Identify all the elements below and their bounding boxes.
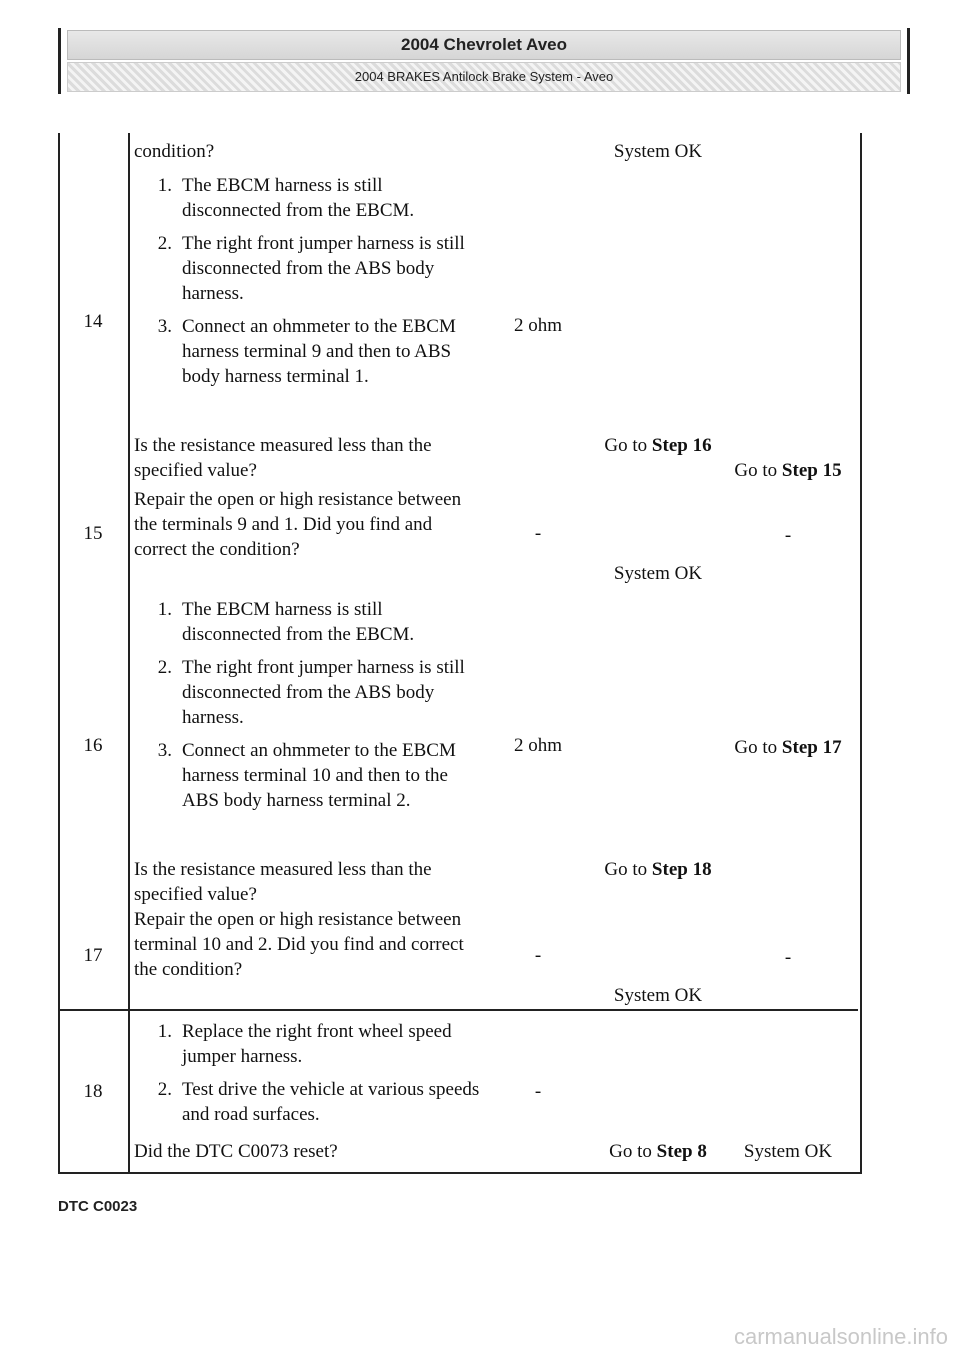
repair-text: Repair the open or high resistance between the terminals 9 and 1. Did you find and correct the condition? [134,489,462,560]
table-row-step-18 [58,1011,858,1172]
specified-value: 2 ohm [513,735,563,756]
list-item [144,1077,484,1127]
list-item [144,655,484,730]
yes-result: System OK [613,563,703,584]
list-item-text: The EBCM harness is still disconnected from the EBCM. [182,599,415,645]
yes-prefix: Go to [604,435,652,456]
list-item-text: Connect an ohmmeter to the EBCM harness terminal 10 and then to the ABS body harness terminal 2. [182,740,456,811]
yes-result [588,1139,728,1164]
list-item [144,1019,484,1069]
question-text: Did the DTC C0073 reset? [134,1141,338,1162]
list-item-number: 1. [157,1021,172,1042]
step-link[interactable]: Step 16 [651,435,712,456]
specified-value: - [534,945,542,966]
list-item-number: 3. [157,316,172,337]
question-text: Is the resistance measured less than the specified value? [134,435,432,481]
step-number: 17 [83,945,103,966]
list-item-text: Test drive the vehicle at various speeds and road surfaces. [182,1079,480,1125]
document-header [58,28,910,94]
no-result: - [784,947,792,968]
list-item [144,231,484,306]
table-row-step-16 [58,597,858,905]
action-list [144,1019,484,1135]
step-column-divider [128,1011,130,1172]
yes-result [588,857,728,882]
no-prefix: Go to [734,737,782,758]
no-result: System OK [743,1141,833,1162]
list-item-number: 3. [157,740,172,761]
step-number: 16 [83,735,103,756]
step-column-divider [128,485,130,597]
list-item-text: The EBCM harness is still disconnected from the EBCM. [182,175,415,221]
list-item-number: 1. [157,175,172,196]
list-item-text: The right front jumper harness is still disconnected from the ABS body harness. [182,233,465,304]
step-number: 15 [83,523,103,544]
document-subtitle: 2004 BRAKES Antilock Brake System - Aveo [67,62,901,92]
list-item-number: 1. [157,599,172,620]
diagnostic-table [58,133,860,1175]
specified-value: - [534,523,542,544]
step-link[interactable]: Step 8 [656,1141,707,1162]
table-row-step-14 [58,133,858,485]
yes-prefix: Go to [604,859,652,880]
specified-value: - [534,1081,542,1102]
yes-result [588,433,728,458]
no-result: - [784,525,792,546]
step-number: 14 [83,311,103,332]
step-link[interactable]: Step 15 [781,460,842,481]
step-link[interactable]: Step 17 [781,737,842,758]
list-item [144,738,484,813]
watermark: carmanualsonline.info [733,1324,948,1349]
no-prefix: Go to [734,460,782,481]
yes-result: System OK [613,985,703,1006]
specified-value: 2 ohm [513,315,563,336]
question-text: Is the resistance measured less than the specified value? [134,859,432,905]
action-list [144,597,484,821]
list-item-text: The right front jumper harness is still disconnected from the ABS body harness. [182,657,465,728]
step-number: 18 [83,1081,103,1102]
question-continuation: condition? [134,141,215,162]
list-item-number: 2. [157,1079,172,1100]
list-item [144,314,484,389]
no-result [718,735,858,760]
table-row-step-17 [58,897,858,1009]
no-result [718,458,858,483]
table-row-step-15 [58,485,858,597]
list-item-number: 2. [157,657,172,678]
document-title: 2004 Chevrolet Aveo [67,30,901,60]
yes-prefix: Go to [609,1141,657,1162]
repair-text: Repair the open or high resistance between terminal 10 and 2. Did you find and correct the condition? [134,909,464,980]
list-item-text: Connect an ohmmeter to the EBCM harness terminal 9 and then to ABS body harness terminal 1. [182,316,456,387]
action-list [144,173,484,397]
step-link[interactable]: Step 18 [651,859,712,880]
step-column-divider [128,897,130,1009]
section-code: DTC C0023 [58,1198,138,1215]
list-item [144,173,484,223]
yes-result: System OK [613,141,703,162]
list-item-text: Replace the right front wheel speed jumper harness. [182,1021,452,1067]
list-item-number: 2. [157,233,172,254]
list-item [144,597,484,647]
step-column-divider [128,597,130,897]
step-column-divider [128,133,130,485]
